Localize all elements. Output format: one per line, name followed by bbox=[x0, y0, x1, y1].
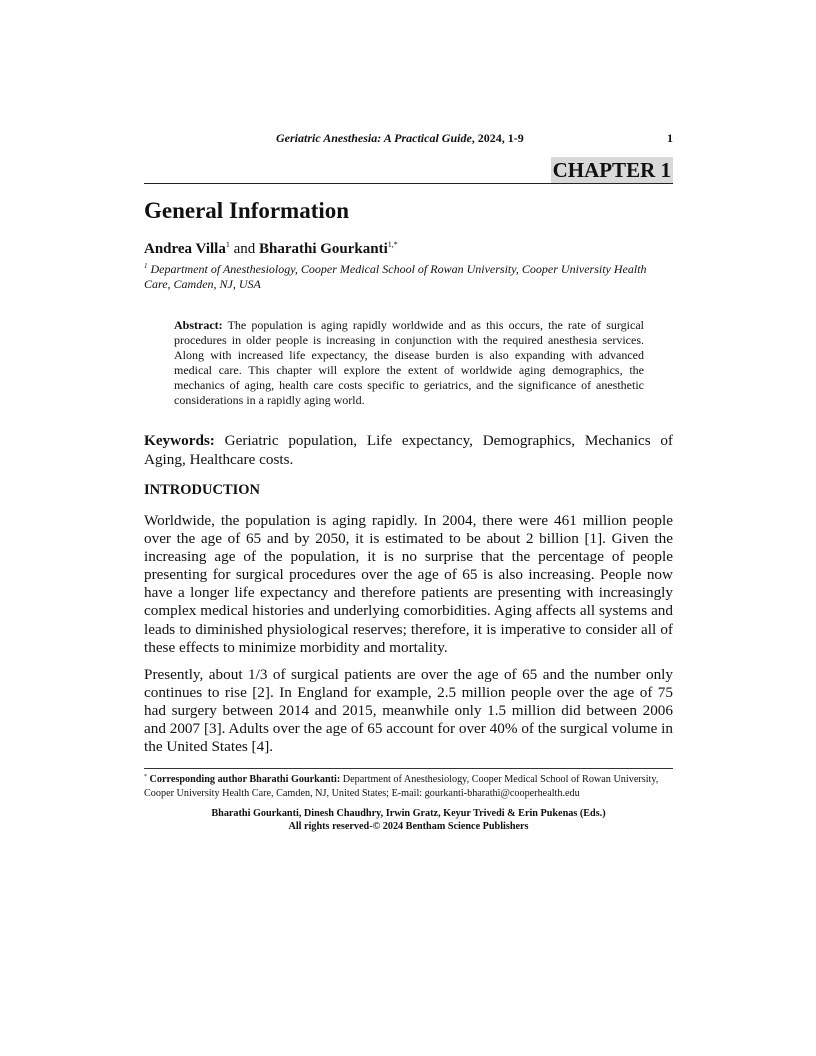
keywords bbox=[144, 431, 673, 469]
author-name: Bharathi Gourkanti bbox=[259, 241, 388, 257]
footnote-sup: * bbox=[144, 774, 147, 780]
chapter-title: General Information bbox=[144, 198, 350, 223]
abstract-label: Abstract: bbox=[174, 318, 223, 332]
footnote-divider bbox=[144, 768, 673, 769]
rights-line: All rights reserved-© 2024 Bentham Science Publishers bbox=[288, 820, 529, 832]
affiliation bbox=[144, 259, 673, 292]
running-head-title bbox=[276, 131, 524, 146]
footnote-text: Department of Anesthesiology, Cooper Medical School of Rowan University, Cooper University Health Care, Camden, NJ, United States; E-mail: gourkanti-bharathi@cooperhealth.edu bbox=[144, 774, 659, 799]
authors-line bbox=[144, 236, 398, 258]
affiliation-sup: 1 bbox=[144, 262, 148, 270]
chapter-label: CHAPTER 1 bbox=[552, 158, 671, 182]
body-paragraph: Presently, about 1/3 of surgical patients are over the age of 65 and the number only continues to rise [2]. In England for example, 2.5 million people over the age of 75 had surgery between 2014 and 2015, meanwhile only 1.5 million did between 2006 and 2007 [3]. Adults over the age of 65 account for over 40% of the surgical volume in the United States [4]. bbox=[144, 666, 673, 756]
keywords-label: Keywords: bbox=[144, 432, 215, 449]
editors-line: Bharathi Gourkanti, Dinesh Chaudhry, Irwin Gratz, Keyur Trivedi & Erin Pukenas (Eds.) bbox=[211, 808, 606, 819]
abstract bbox=[174, 318, 644, 409]
author-name: Andrea Villa bbox=[144, 241, 226, 257]
body-paragraph: Worldwide, the population is aging rapidly. In 2004, there were 461 million people over the age of 65 and by 2050, it is estimated to be about 2 billion [1]. Given the increasing age of the population, it is no surprise that the percentage of people presenting for surgical procedures over the age of 65 is also increasing. People now have a longer life expectancy and therefore patients are presenting with increasingly complex medical histories and underlying comorbidities. Aging affects all systems and leads to diminished physiological reserves; therefore, it is imperative to consider all of these effects to minimize morbidity and mortality. bbox=[144, 512, 673, 656]
keywords-text: Geriatric population, Life expectancy, Demographics, Mechanics of Aging, Healthcare costs. bbox=[144, 432, 673, 468]
abstract-text: The population is aging rapidly worldwide and as this occurs, the rate of surgical procedures in older people is increasing in conjunction with the required anesthesia services. Along with increased life expectancy, the disease burden is also expanding with advanced medical care. This chapter will explore the extent of worldwide aging demographics, the mechanics of aging, health care costs specific to geriatrics, and the significance of anesthetic considerations in a rapidly aging world. bbox=[174, 318, 644, 408]
year-pages: , 2024, 1-9 bbox=[471, 131, 524, 145]
publisher-block bbox=[144, 808, 673, 833]
footnote bbox=[144, 771, 673, 800]
affiliation-text: Department of Anesthesiology, Cooper Medical School of Rowan University, Cooper University Health Care, Camden, NJ, USA bbox=[144, 262, 647, 291]
author-conjunction: and bbox=[229, 241, 259, 257]
footnote-label: Corresponding author Bharathi Gourkanti: bbox=[147, 774, 341, 785]
chapter-header bbox=[144, 157, 673, 184]
book-title: Geriatric Anesthesia: A Practical Guide bbox=[276, 131, 472, 145]
author-sup: 1,* bbox=[387, 240, 398, 249]
section-heading: INTRODUCTION bbox=[144, 482, 261, 498]
page-number: 1 bbox=[667, 131, 673, 145]
running-head bbox=[144, 131, 673, 147]
author-sup: 1 bbox=[225, 240, 230, 249]
